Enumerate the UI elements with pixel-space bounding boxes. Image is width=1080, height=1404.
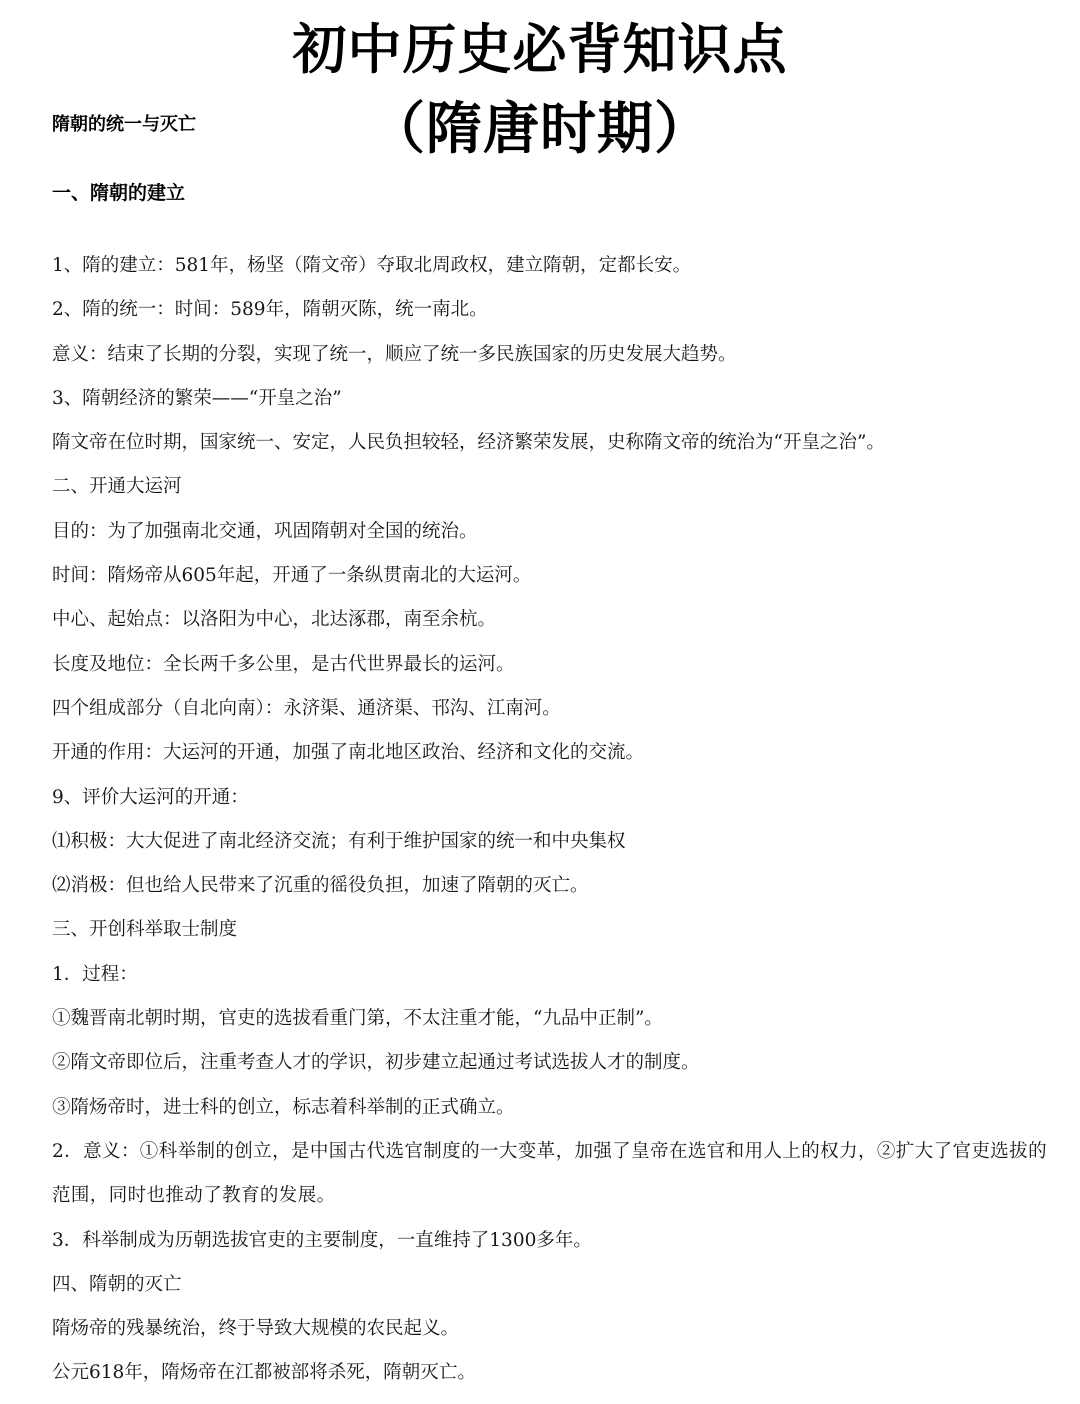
text-line-exam-step-1: ①魏晋南北朝时期，官吏的选拔看重门第，不太注重才能，“九品中正制”。	[52, 1008, 663, 1030]
page-title-line-1: 初中历史必背知识点	[292, 18, 788, 81]
chapter-subtitle: 隋朝的统一与灭亡	[52, 114, 196, 135]
text-line-exam-duration: 3．科举制成为历朝选拔官吏的主要制度，一直维持了1300多年。	[52, 1229, 592, 1251]
text-line-exam-significance: 2．意义：①科举制的创立，是中国古代选官制度的一大变革，加强了皇帝在选官和用人上的权力，②扩大了官吏选拔的范围，同时也推动了教育的发展。	[52, 1140, 1047, 1207]
text-line-fall-cause: 隋炀帝的残暴统治，终于导致大规模的农民起义。	[52, 1318, 460, 1340]
section-heading-sui-fall: 四、隋朝的灭亡	[52, 1273, 182, 1295]
text-line-canal-positive: ⑴积极：大大促进了南北经济交流；有利于维护国家的统一和中央集权	[52, 830, 626, 852]
document-body	[52, 244, 1052, 1396]
section-heading-grand-canal: 二、开通大运河	[52, 476, 182, 498]
text-line-canal-length: 长度及地位：全长两千多公里，是古代世界最长的运河。	[52, 653, 515, 675]
text-line-exam-step-3: ③隋炀帝时，进士科的创立，标志着科举制的正式确立。	[52, 1096, 515, 1118]
text-line-fall-event: 公元618年，隋炀帝在江都被部将杀死，隋朝灭亡。	[52, 1362, 476, 1384]
text-line-canal-time: 时间：隋炀帝从605年起，开通了一条纵贯南北的大运河。	[52, 565, 532, 587]
text-line-canal-center: 中心、起始点：以洛阳为中心，北达涿郡，南至余杭。	[52, 609, 497, 631]
text-line-kaihuang-heading: 3、隋朝经济的繁荣——“开皇之治”	[52, 387, 342, 409]
text-line-exam-process: 1．过程：	[52, 963, 138, 985]
text-line-canal-evaluation: 9、评价大运河的开通：	[52, 786, 249, 808]
section-heading-sui-founding: 一、隋朝的建立	[52, 182, 186, 204]
text-line-canal-parts: 四个组成部分（自北向南）：永济渠、通济渠、邗沟、江南河。	[52, 697, 561, 719]
text-line-sui-unification: 2、隋的统一：时间：589年，隋朝灭陈，统一南北。	[52, 299, 488, 321]
text-line-kaihuang-description: 隋文帝在位时期，国家统一、安定，人民负担较轻，经济繁荣发展，史称隋文帝的统治为“开皇之治”。	[52, 432, 885, 454]
text-line-exam-step-2: ②隋文帝即位后，注重考查人才的学识，初步建立起通过考试选拔人才的制度。	[52, 1052, 700, 1074]
text-line-unification-significance: 意义：结束了长期的分裂，实现了统一，顺应了统一多民族国家的历史发展大趋势。	[52, 343, 737, 365]
text-line-sui-founding: 1、隋的建立：581年，杨坚（隋文帝）夺取北周政权，建立隋朝，定都长安。	[52, 255, 692, 276]
section-heading-imperial-exam: 三、开创科举取士制度	[52, 919, 238, 941]
text-line-canal-negative: ⑵消极：但也给人民带来了沉重的徭役负担，加速了隋朝的灭亡。	[52, 875, 589, 897]
text-line-canal-purpose: 目的：为了加强南北交通，巩固隋朝对全国的统治。	[52, 520, 478, 542]
text-line-canal-effect: 开通的作用：大运河的开通，加强了南北地区政治、经济和文化的交流。	[52, 742, 645, 764]
page-title-line-2: （隋唐时期）	[369, 97, 711, 162]
